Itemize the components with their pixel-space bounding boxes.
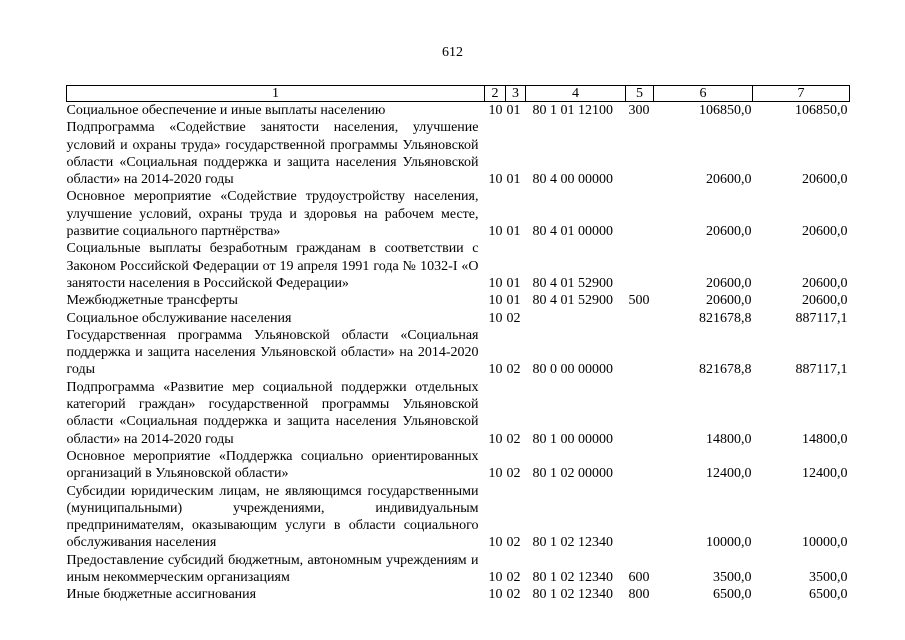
col-header-6: 6	[654, 86, 753, 102]
row-section: 10	[488, 535, 503, 551]
row-expense-type	[626, 188, 654, 240]
row-amount-col7: 20600,0	[802, 275, 848, 291]
row-description: Подпрограмма «Развитие мер социальной поддержки отдельных категорий граждан» государственной программы Ульяновской области «Социальная поддержка и защита населения Ульяновской области» на 2014-2020 годы	[66, 379, 479, 447]
col-header-7: 7	[753, 86, 850, 102]
row-expense-type	[626, 483, 654, 552]
row-target-code: 80 1 02 12340	[532, 587, 613, 603]
table-row	[67, 483, 850, 552]
row-target-code: 80 1 00 00000	[532, 431, 613, 447]
row-subsection: 02	[506, 466, 521, 482]
row-expense-type	[626, 379, 654, 448]
row-amount-col6: 20600,0	[706, 172, 752, 188]
row-description: Иные бюджетные ассигнования	[66, 587, 257, 603]
page-number: 612	[442, 45, 463, 60]
row-amount-col6: 14800,0	[706, 431, 752, 447]
row-expense-type: 500	[628, 293, 650, 309]
row-amount-col7: 12400,0	[802, 466, 848, 482]
budget-table	[66, 85, 850, 604]
row-expense-type: 600	[628, 570, 650, 586]
col-header-3: 3	[506, 86, 526, 102]
row-subsection: 01	[506, 275, 521, 291]
row-section: 10	[488, 466, 503, 482]
row-target-code: 80 4 01 52900	[532, 293, 613, 309]
row-amount-col6: 10000,0	[706, 535, 752, 551]
row-subsection: 01	[506, 172, 521, 188]
row-amount-col7: 887117,1	[795, 362, 848, 378]
table-row	[67, 119, 850, 188]
row-expense-type	[626, 240, 654, 292]
row-expense-type	[626, 327, 654, 379]
row-amount-col6: 20600,0	[706, 224, 752, 240]
row-expense-type: 800	[628, 587, 650, 603]
row-target-code: 80 0 00 00000	[532, 362, 613, 378]
row-description: Социальное обслуживание населения	[66, 310, 292, 326]
row-amount-col6: 821678,8	[699, 362, 752, 378]
row-expense-type	[626, 310, 654, 327]
row-amount-col7: 887117,1	[795, 310, 848, 326]
row-section: 10	[488, 570, 503, 586]
row-section: 10	[488, 310, 503, 326]
table-row	[67, 292, 850, 309]
row-subsection: 02	[506, 431, 521, 447]
row-expense-type	[626, 119, 654, 188]
row-section: 10	[488, 293, 503, 309]
row-description: Социальное обеспечение и иные выплаты населению	[66, 103, 386, 118]
row-target-code: 80 4 01 00000	[532, 224, 613, 240]
row-target-code	[526, 310, 626, 327]
table-row	[67, 310, 850, 327]
row-amount-col7: 106850,0	[795, 103, 848, 118]
row-description: Субсидии юридическим лицам, не являющимся государственными (муниципальными) учреждениями, индивидуальным предпринимателям, оказывающим услуги в области социального обслуживания населения	[66, 483, 479, 551]
col-header-4: 4	[526, 86, 626, 102]
row-amount-col7: 20600,0	[802, 172, 848, 188]
row-amount-col6: 12400,0	[706, 466, 752, 482]
row-subsection: 02	[506, 310, 521, 326]
row-target-code: 80 4 01 52900	[532, 275, 613, 291]
row-target-code: 80 1 02 00000	[532, 466, 613, 482]
row-amount-col6: 106850,0	[699, 103, 752, 118]
row-amount-col6: 3500,0	[713, 570, 752, 586]
row-section: 10	[488, 172, 503, 188]
row-subsection: 02	[506, 570, 521, 586]
row-section: 10	[488, 224, 503, 240]
row-description: Предоставление субсидий бюджетным, автономным учреждениям и иным некоммерческим организациям	[66, 552, 479, 586]
row-section: 10	[488, 362, 503, 378]
row-expense-type: 300	[628, 103, 650, 118]
col-header-1: 1	[67, 86, 485, 102]
row-target-code: 80 1 02 12340	[532, 535, 613, 551]
table-row	[67, 102, 850, 120]
header-row	[67, 86, 850, 102]
table-row	[67, 586, 850, 603]
table-row	[67, 188, 850, 240]
row-amount-col6: 6500,0	[713, 587, 752, 603]
row-amount-col6: 20600,0	[706, 275, 752, 291]
row-description: Социальные выплаты безработным гражданам в соответствии с Законом Российской Федерации от 19 апреля 1991 года № 1032-I «О занятости населения в Российской Федерации»	[66, 241, 479, 291]
table-row	[67, 448, 850, 483]
row-section: 10	[488, 587, 503, 603]
row-subsection: 01	[506, 224, 521, 240]
row-description: Межбюджетные трансферты	[66, 293, 238, 309]
row-section: 10	[488, 103, 503, 118]
row-subsection: 02	[506, 535, 521, 551]
col-header-2: 2	[485, 86, 506, 102]
row-amount-col7: 6500,0	[809, 587, 848, 603]
row-target-code: 80 4 00 00000	[532, 172, 613, 188]
row-target-code: 80 1 02 12340	[532, 570, 613, 586]
row-amount-col7: 14800,0	[802, 431, 848, 447]
row-subsection: 02	[506, 362, 521, 378]
row-description: Основное мероприятие «Содействие трудоустройству населения, улучшение условий, охраны труда и здоровья на рабочем месте, развитие социального партнёрства»	[66, 189, 479, 240]
row-section: 10	[488, 431, 503, 447]
row-description: Подпрограмма «Содействие занятости населения, улучшение условий и охраны труда» государственной программы Ульяновской области «Социальная поддержка и защита населения Ульяновской области» на 2014-2020 годы	[66, 120, 479, 188]
row-amount-col6: 20600,0	[706, 293, 752, 309]
row-subsection: 01	[506, 293, 521, 309]
row-amount-col7: 20600,0	[802, 224, 848, 240]
table-row	[67, 379, 850, 448]
row-description: Государственная программа Ульяновской области «Социальная поддержка и защита населения Ульяновской области» на 2014-2020 годы	[66, 327, 479, 378]
col-header-5: 5	[626, 86, 654, 102]
row-description: Основное мероприятие «Поддержка социально ориентированных организаций в Ульяновской области»	[66, 448, 479, 482]
table-row	[67, 327, 850, 379]
row-expense-type	[626, 448, 654, 483]
row-amount-col7: 10000,0	[802, 535, 848, 551]
table-row	[67, 240, 850, 292]
row-section: 10	[488, 275, 503, 291]
row-target-code: 80 1 01 12100	[532, 103, 613, 118]
row-amount-col6: 821678,8	[699, 310, 752, 326]
row-amount-col7: 20600,0	[802, 293, 848, 309]
row-subsection: 01	[506, 103, 521, 118]
row-amount-col7: 3500,0	[809, 570, 848, 586]
row-subsection: 02	[506, 587, 521, 603]
table-row	[67, 552, 850, 587]
